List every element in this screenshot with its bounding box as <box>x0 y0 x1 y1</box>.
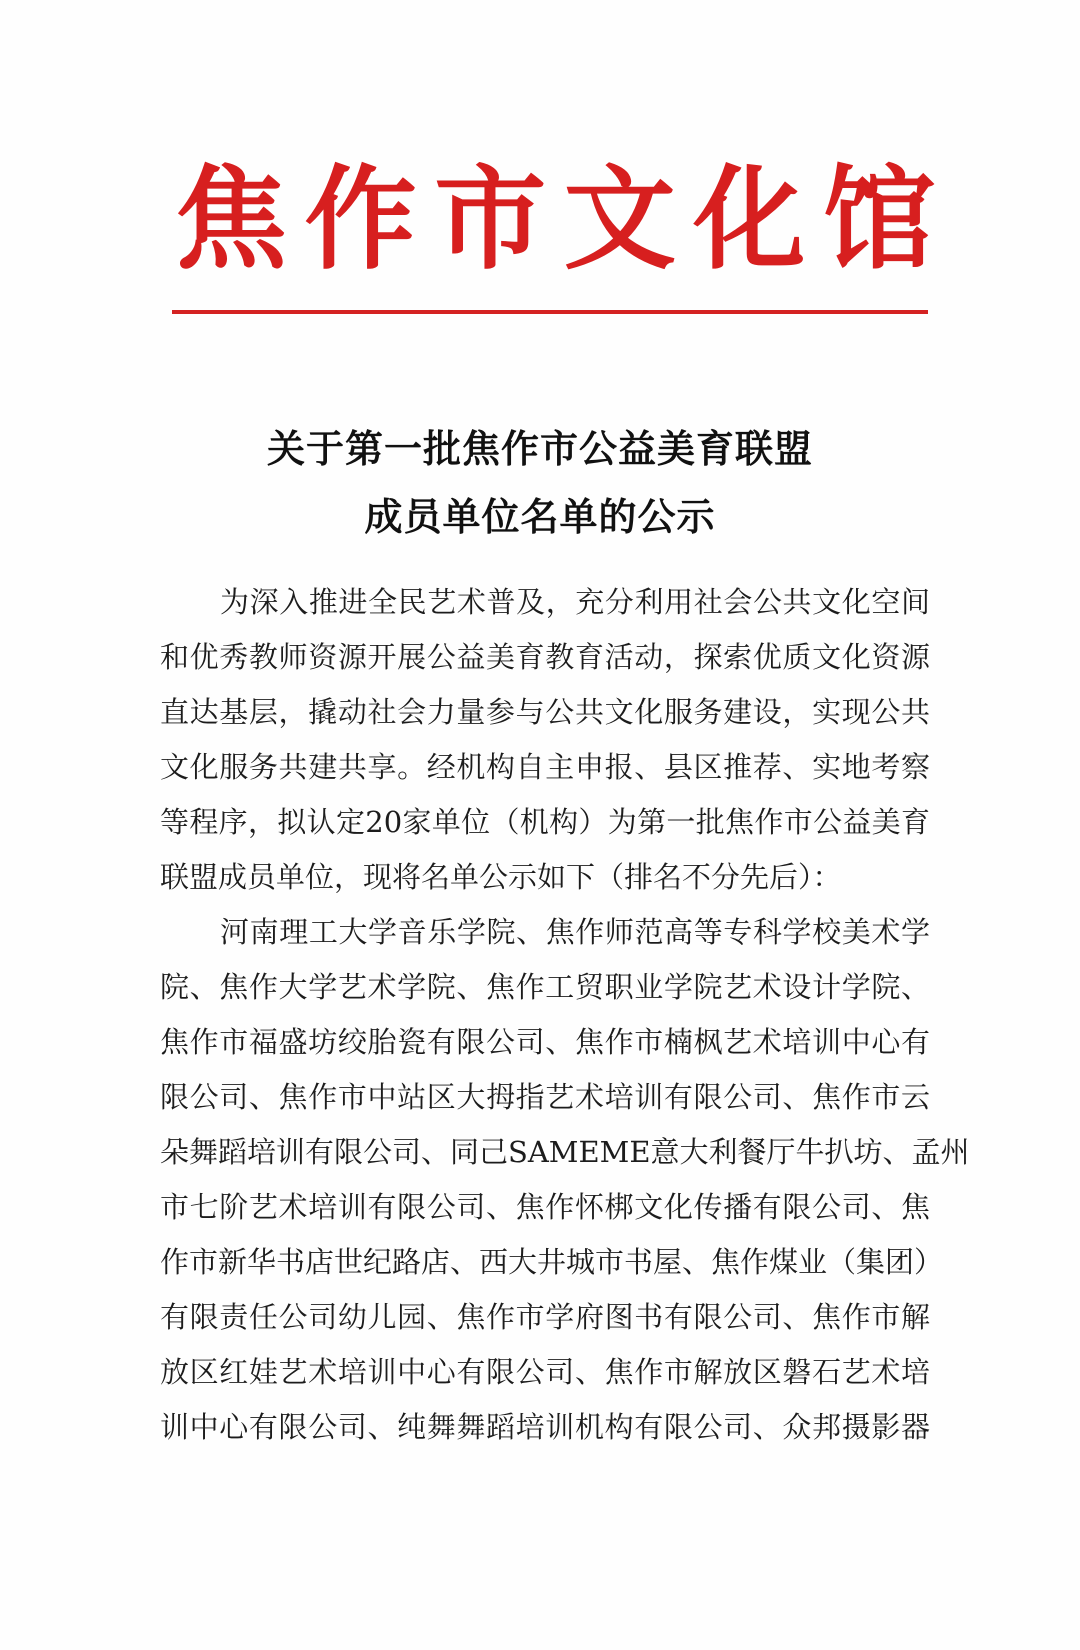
paragraph-line: 为深入推进全民艺术普及，充分利用社会公共文化空间 <box>220 585 930 619</box>
paragraph-line: 院、焦作大学艺术学院、焦作工贸职业学院艺术设计学院、 <box>160 970 930 1004</box>
paragraph-line: 焦作市福盛坊绞胎瓷有限公司、焦作市楠枫艺术培训中心有 <box>160 1025 930 1059</box>
paragraph-line: 训中心有限公司、纯舞舞蹈培训机构有限公司、众邦摄影器 <box>160 1410 930 1444</box>
letterhead-red-rule <box>172 310 928 314</box>
letterhead-char: 市 <box>434 154 547 285</box>
paragraph-line: 有限责任公司幼儿园、焦作市学府图书有限公司、焦作市解 <box>160 1300 930 1334</box>
letterhead-char: 化 <box>693 154 806 285</box>
paragraph-line: 等程序，拟认定20家单位（机构）为第一批焦作市公益美育 <box>160 805 930 839</box>
paragraph-line: 文化服务共建共享。经机构自主申报、县区推荐、实地考察 <box>160 750 930 784</box>
paragraph-line: 市七阶艺术培训有限公司、焦作怀梆文化传播有限公司、焦 <box>160 1190 930 1224</box>
letterhead-char: 作 <box>304 154 417 285</box>
paragraph-line: 联盟成员单位，现将名单公示如下（排名不分先后）： <box>160 860 842 894</box>
letterhead-char: 文 <box>563 154 676 285</box>
letterhead-char: 焦 <box>175 154 287 285</box>
document-title-line-1: 关于第一批焦作市公益美育联盟 <box>266 427 813 471</box>
paragraph-line: 直达基层，撬动社会力量参与公共文化服务建设，实现公共 <box>160 695 930 729</box>
paragraph-intro <box>160 575 930 905</box>
paragraph-line: 作市新华书店世纪路店、西大井城市书屋、焦作煤业（集团） <box>160 1245 944 1279</box>
paragraph-line: 朵舞蹈培训有限公司、同己SAMEME意大利餐厅牛扒坊、孟州 <box>160 1135 970 1169</box>
paragraph-member-list <box>160 905 970 1455</box>
letterhead-org-name <box>175 150 935 290</box>
paragraph-line: 河南理工大学音乐学院、焦作师范高等专科学校美术学 <box>220 915 930 949</box>
paragraph-line: 限公司、焦作市中站区大拇指艺术培训有限公司、焦作市云 <box>160 1080 930 1114</box>
letterhead-char: 馆 <box>822 154 935 285</box>
document-title-line-2: 成员单位名单的公示 <box>364 495 716 539</box>
paragraph-line: 放区红娃艺术培训中心有限公司、焦作市解放区磐石艺术培 <box>160 1355 930 1389</box>
paragraph-line: 和优秀教师资源开展公益美育教育活动，探索优质文化资源 <box>160 640 930 674</box>
